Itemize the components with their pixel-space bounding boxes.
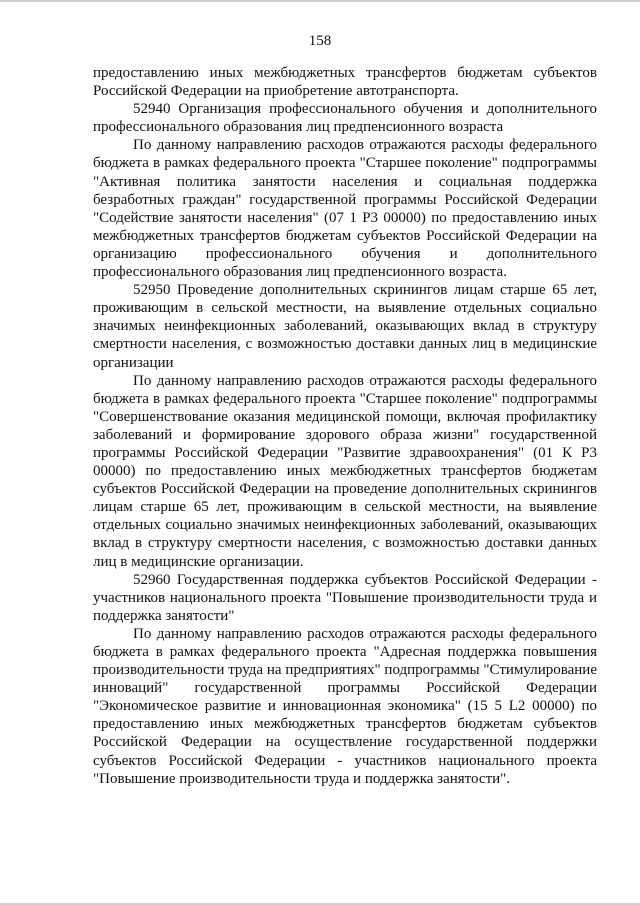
document-body <box>93 64 597 788</box>
scan-top-edge <box>0 0 640 2</box>
page-number: 158 <box>308 33 332 49</box>
section-heading-52960: 52960 Государственная поддержка субъектов Российской Федерации - участников национального проекта "Повышение производительности труда и поддержка занятости" <box>93 571 597 624</box>
paragraph-52960-description: По данному направлению расходов отражаются расходы федерального бюджета в рамках федерального проекта "Адресная поддержка повышения производительности труда на предприятиях" подпрограммы "Стимулирование инноваций" государственной программы Российской Федерации "Экономическое развитие и инновационная экономика" (15 5 L2 00000) по предоставлению иных межбюджетных трансфертов бюджетам субъектов Российской Федерации на осуществление государственной поддержки субъектов Российской Федерации - участников национального проекта "Повышение производительности труда и поддержка занятости". <box>93 625 597 787</box>
section-heading-52950: 52950 Проведение дополнительных скринингов лицам старше 65 лет, проживающим в сельской местности, на выявление отдельных социально значимых неинфекционных заболеваний, оказывающих вклад в структуру смертности населения, с возможностью доставки данных лиц в медицинские организации <box>93 282 597 371</box>
paragraph-52950-description: По данному направлению расходов отражаются расходы федерального бюджета в рамках федерального проекта "Старшее поколение" подпрограммы "Совершенствование оказания медицинской помощи, включая профилактику заболеваний и формирование здорового образа жизни" государственной программы Российской Федерации "Развитие здравоохранения" (01 К Р3 00000) по предоставлению иных межбюджетных трансфертов бюджетам субъектов Российской Федерации на проведение дополнительных скринингов лицам старше 65 лет, проживающим в сельской местности, на выявление отдельных социально значимых неинфекционных заболеваний, оказывающих вклад в структуру смертности населения, с возможностью доставки данных лиц в медицинские организации. <box>93 372 597 570</box>
paragraph-52940-description: По данному направлению расходов отражаются расходы федерального бюджета в рамках федерального проекта "Старшее поколение" подпрограммы "Активная политика занятости населения и социальная поддержка безработных граждан" государственной программы Российской Федерации "Содействие занятости населения" (07 1 Р3 00000) по предоставлению иных межбюджетных трансфертов бюджетам субъектов Российской Федерации на организацию профессионального обучения и дополнительного профессионального образования лиц предпенсионного возраста. <box>93 137 597 281</box>
section-heading-52940: 52940 Организация профессионального обучения и дополнительного профессионального образования лиц предпенсионного возраста <box>93 101 597 136</box>
paragraph-continuation: предоставлению иных межбюджетных трансфертов бюджетам субъектов Российской Федерации на приобретение автотранспорта. <box>93 65 597 100</box>
